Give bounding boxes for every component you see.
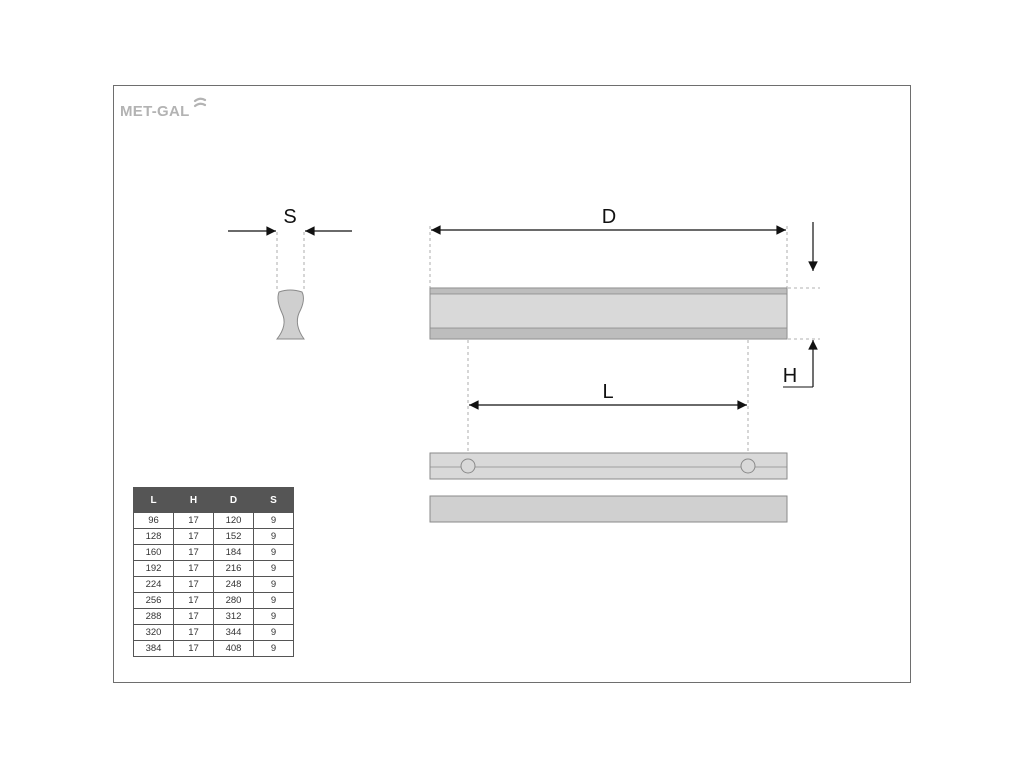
table-cell: 96 [134,513,174,529]
bottom-view [430,453,787,479]
table-cell: 17 [174,625,214,641]
col-header: L [134,488,174,513]
table-cell: 320 [134,625,174,641]
mounting-hole-right [741,459,755,473]
col-header: H [174,488,214,513]
table-cell: 17 [174,561,214,577]
table-row [134,545,294,561]
col-header: S [254,488,294,513]
label-s: S [283,206,297,228]
table-cell: 17 [174,641,214,657]
table-cell: 128 [134,529,174,545]
table-cell: 17 [174,545,214,561]
table-cell: 9 [254,529,294,545]
dimensions-table [133,487,294,657]
table-cell: 384 [134,641,174,657]
table-cell: 9 [254,545,294,561]
table-header-row [134,488,294,513]
table-cell: 408 [214,641,254,657]
table-cell: 152 [214,529,254,545]
table-row [134,593,294,609]
profile-shape [277,290,304,339]
table-row [134,529,294,545]
table-cell: 256 [134,593,174,609]
table-cell: 248 [214,577,254,593]
profile-view [228,206,352,339]
mounting-hole-left [461,459,475,473]
table-cell: 9 [254,625,294,641]
label-l: L [602,381,614,403]
table-cell: 184 [214,545,254,561]
table-cell: 312 [214,609,254,625]
hole-spacing-dimension [468,340,748,460]
table-cell: 216 [214,561,254,577]
table-cell: 9 [254,561,294,577]
table-cell: 224 [134,577,174,593]
table-row [134,577,294,593]
table-cell: 9 [254,641,294,657]
table-cell: 17 [174,513,214,529]
table-cell: 17 [174,529,214,545]
table-row [134,641,294,657]
table-row [134,609,294,625]
table-cell: 17 [174,577,214,593]
front-view [430,206,820,387]
top-view [430,496,787,522]
brand-logo-text: MET-GAL [120,103,190,120]
table-cell: 120 [214,513,254,529]
handle-top-body [430,496,787,522]
table-cell: 17 [174,609,214,625]
table-cell: 9 [254,513,294,529]
table-row [134,561,294,577]
table-cell: 160 [134,545,174,561]
table-cell: 9 [254,593,294,609]
table-cell: 9 [254,577,294,593]
table-cell: 344 [214,625,254,641]
table-cell: 192 [134,561,174,577]
table-cell: 17 [174,593,214,609]
table-cell: 9 [254,609,294,625]
handle-bottom-body [430,453,787,479]
table-row [134,513,294,529]
label-h: H [782,365,798,387]
table-cell: 280 [214,593,254,609]
col-header: D [214,488,254,513]
table-cell: 288 [134,609,174,625]
label-d: D [601,206,617,228]
table-row [134,625,294,641]
